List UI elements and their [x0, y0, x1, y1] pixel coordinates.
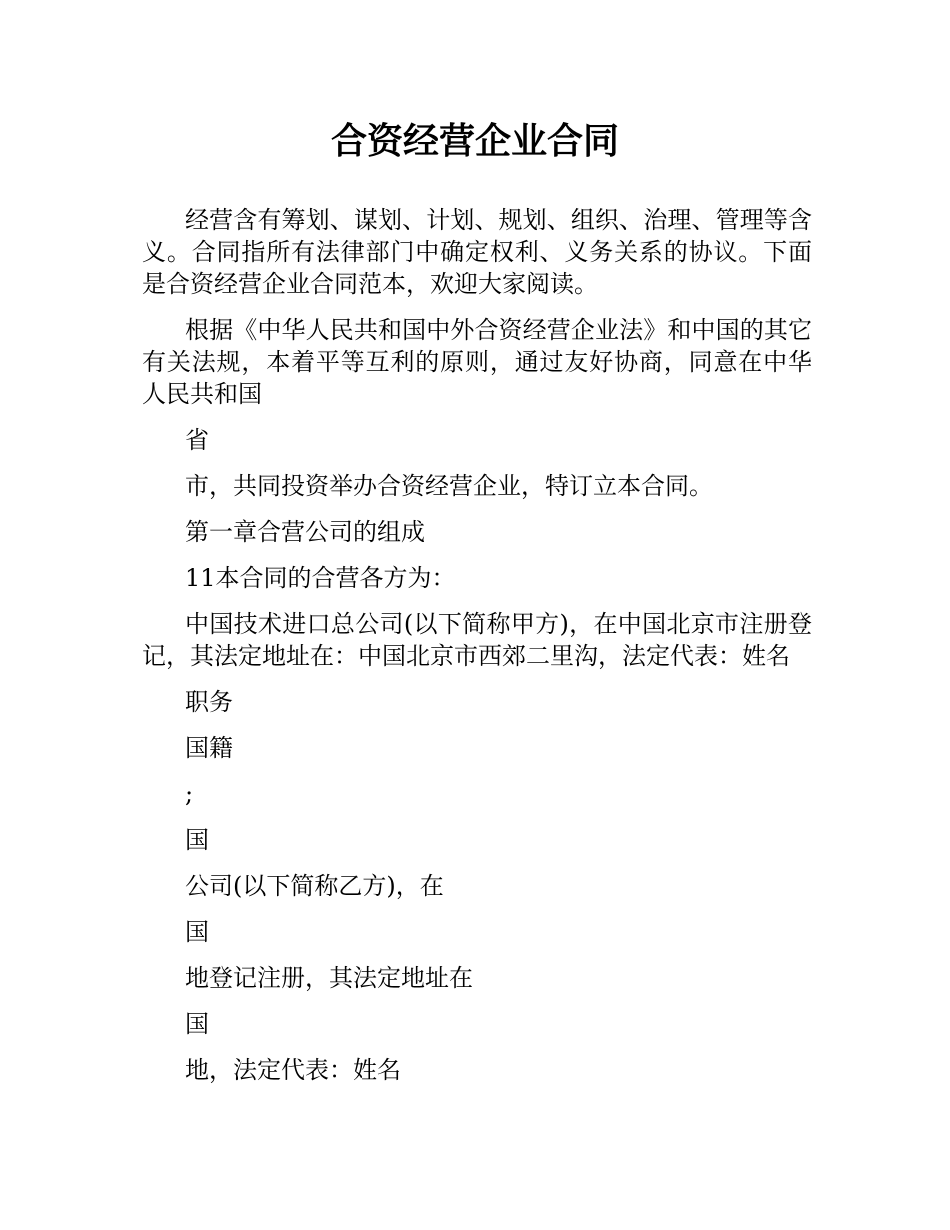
representative-line: 地，法定代表：姓名 — [185, 1056, 401, 1084]
semicolon-line: ; — [185, 780, 194, 808]
document-body — [142, 204, 812, 1100]
city-line: 市，共同投资举办合资经营企业，特订立本合同。 — [185, 472, 713, 500]
position-line: 职务 — [185, 688, 233, 716]
chapter-heading: 第一章合营公司的组成 — [185, 518, 425, 546]
party-a-paragraph: 中国技术进口总公司(以下简称甲方)，在中国北京市注册登记，其法定地址在：中国北京市西郊二里沟，法定代表：姓名 — [142, 610, 812, 670]
country-line: 国 — [185, 1010, 209, 1038]
country-line: 国 — [185, 918, 209, 946]
nationality-line: 国籍 — [185, 734, 233, 762]
document-title: 合资经营企业合同 — [330, 121, 619, 162]
clause-line: 11本合同的合营各方为： — [185, 564, 456, 592]
party-b-line: 公司(以下简称乙方)，在 — [185, 872, 444, 900]
preamble-paragraph: 根据《中华人民共和国中外合资经营企业法》和中国的其它有关法规，本着平等互利的原则，通过友好协商，同意在中华人民共和国 — [142, 316, 812, 408]
province-blank-line: 省 — [185, 426, 209, 454]
country-line: 国 — [185, 826, 209, 854]
registration-line: 地登记注册，其法定地址在 — [185, 964, 473, 992]
intro-paragraph: 经营含有筹划、谋划、计划、规划、组织、治理、管理等含义。合同指所有法律部门中确定权利、义务关系的协议。下面是合资经营企业合同范本，欢迎大家阅读。 — [142, 206, 812, 298]
